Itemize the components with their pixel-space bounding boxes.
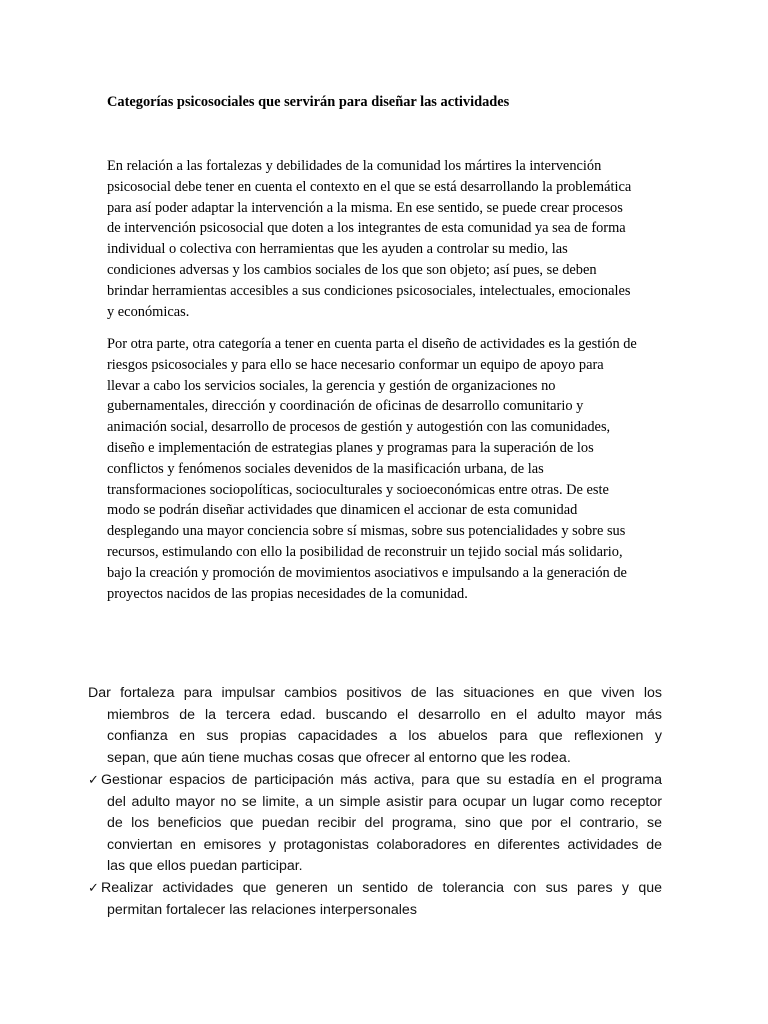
list-item-line: las que ellos puedan participar. — [107, 858, 303, 875]
list-item-line: Dar fortaleza para impulsar cambios positivos de las situaciones en que viven los — [88, 685, 662, 701]
paragraph-line: modo se podrán diseñar actividades que dinamicen el accionar de esta comunidad — [107, 502, 578, 519]
page-title — [107, 92, 662, 113]
list-item-line: Realizar actividades que generen un sentido de tolerancia con sus pares y que — [101, 880, 662, 896]
paragraph-line: animación social, desarrollo de procesos de gestión y autogestión con las comunidades, — [107, 419, 611, 436]
list-item-3 — [88, 877, 662, 921]
list-item-first-line — [88, 877, 662, 900]
paragraph-line: proyectos nacidos de las propias necesidades de la comunidad. — [107, 585, 468, 602]
paragraph-line: gubernamentales, dirección y coordinación de oficinas de desarrollo comunitario y — [107, 398, 584, 415]
paragraph-line: de intervención psicosocial que doten a los integrantes de esta comunidad ya sea de forma — [107, 220, 626, 237]
paragraph-line: y económicas. — [107, 303, 190, 320]
list-item-line: sepan, que aún tiene muchas cosas que ofrecer al entorno que les rodea. — [107, 749, 571, 766]
paragraph-line: brindar herramientas accesibles a sus condiciones psicosociales, intelectuales, emocionales — [107, 282, 631, 299]
paragraph-line: transformaciones sociopolíticas, socioculturales y socioeconómicas entre otras. De este — [107, 481, 609, 498]
paragraph-line: En relación a las fortalezas y debilidades de la comunidad los mártires la intervención — [107, 158, 602, 174]
paragraph-line: llevar a cabo los servicios sociales, la gerencia y gestión de organizaciones no — [107, 377, 556, 394]
list-item-line: permitan fortalecer las relaciones interpersonales — [107, 901, 417, 918]
list-item-first-line — [88, 769, 662, 792]
paragraph-line: psicosocial debe tener en cuenta el contexto en el que se está desarrollando la problemática — [107, 178, 632, 195]
paragraph-2 — [107, 334, 662, 604]
list-item-line: del adulto mayor no se limite, a un simple asistir para ocupar un lugar como receptor — [107, 793, 662, 810]
list-item-1 — [88, 683, 662, 769]
list-item-line: miembros de la tercera edad. buscando el desarrollo en el adulto mayor más — [107, 706, 662, 723]
paragraph-line: condiciones adversas y los cambios sociales de los que son objeto; así pues, se deben — [107, 261, 597, 278]
check-icon: ✓ — [88, 880, 99, 895]
list-item-line: confianza en sus propias capacidades a los abuelos para que reflexionen y — [107, 728, 662, 745]
paragraph-line: recursos, estimulando con ello la posibilidad de reconstruir un tejido social más solidario, — [107, 543, 623, 560]
paragraph-line: diseño e implementación de estrategias planes y programas para la superación de los — [107, 439, 594, 456]
paragraph-line: bajo la creación y promoción de movimientos asociativos e impulsando a la generación de — [107, 564, 627, 581]
check-icon: ✓ — [88, 772, 99, 787]
list-item-line: de los beneficios que puedan recibir del programa, sino que por el contrario, se — [107, 815, 662, 832]
list-item-2 — [88, 769, 662, 878]
paragraph-line: individual o colectiva con herramientas que les ayuden a controlar su medio, las — [107, 241, 568, 258]
paragraph-1 — [107, 156, 662, 322]
paragraph-line: conflictos y fenómenos sociales devenidos de la masificación urbana, de las — [107, 460, 544, 477]
paragraph-line: Por otra parte, otra categoría a tener en cuenta parta el diseño de actividades es la gestión de — [107, 336, 637, 352]
list-item-line: Gestionar espacios de participación más activa, para que su estadía en el programa — [101, 772, 662, 788]
paragraph-line: riesgos psicosociales y para ello se hace necesario conformar un equipo de apoyo para — [107, 356, 604, 373]
title-text: Categorías psicosociales que servirán para diseñar las actividades — [107, 94, 510, 110]
paragraph-line: para así poder adaptar la intervención a la misma. En ese sentido, se puede crear procesos — [107, 199, 623, 216]
paragraph-line: desplegando una mayor conciencia sobre sí mismas, sobre sus potencialidades y sobre sus — [107, 523, 626, 540]
list-item-line: conviertan en emisores y protagonistas colaboradores en diferentes actividades de — [107, 836, 662, 853]
